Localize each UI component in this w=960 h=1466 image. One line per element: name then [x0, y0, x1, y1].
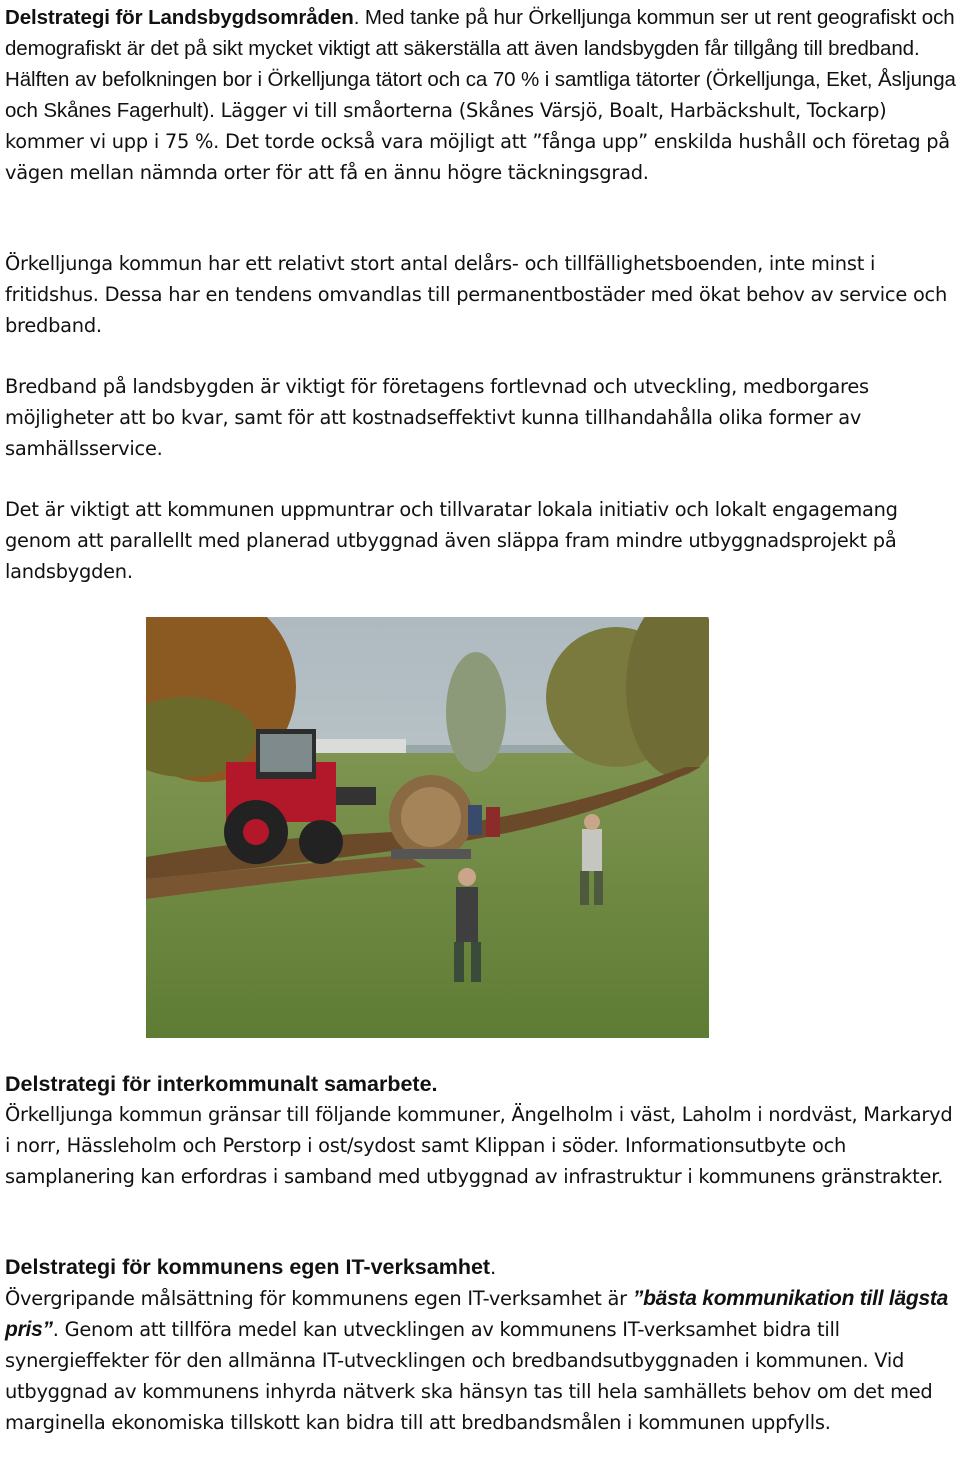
it-verksamhet-body-part1: Övergripande målsättning för kommunens egen IT-verksamhet är	[5, 1287, 633, 1310]
interkommunalt-heading: Delstrategi för interkommunalt samarbete.	[5, 1072, 438, 1096]
lokala-initiativ-paragraph: Det är viktigt att kommunen uppmuntrar och tillvaratar lokala initiativ och lokalt engagemang genom att parallellt med planerad utbyggnad även släppa fram mindre utbyggnadsprojekt på landsbygden.	[5, 498, 898, 583]
it-verksamhet-body-part2: . Genom att tillföra medel kan utvecklingen av kommunens IT-verksamhet bidra till synergieffekter för den allmänna IT-utvecklingen och bredbandsutbyggnaden i kommunen. Vid utbyggnad av kommunens inhyrda nätverk ska hänsyn tas till hela samhällets behov om det med marginella ekonomiska tillskott kan bidra till att bredbandsmålen i kommunen uppfylls.	[5, 1318, 933, 1434]
landsbygd-heading: Delstrategi för Landsbygdsområden	[5, 6, 354, 29]
landsbygd-intro-part1: Med tanke på hur Örkelljunga kommun ser ut rent geografiskt och demografiskt är det på sikt mycket viktigt att säkerställa att även landsbygden får tillgång till bredband. Hälften av befolkningen bor i Örkelljunga tätort och ca 70 % i samtliga tätorter (Örkelljunga, Eket, Åsljunga och Skånes Fagerhult).	[5, 6, 956, 122]
it-verksamhet-heading-line	[5, 1253, 496, 1281]
it-verksamhet-heading-period: .	[490, 1255, 497, 1279]
photo-illustration	[146, 617, 709, 1038]
fritidshus-paragraph: Örkelljunga kommun har ett relativt stort antal delårs- och tillfällighetsboenden, inte minst i fritidshus. Dessa har en tendens omvandlas till permanentbostäder med ökat behov av service och bredband.	[5, 252, 948, 337]
landsbygd-heading-period: .	[353, 6, 360, 29]
bredband-landsbygd-paragraph: Bredband på landsbygden är viktigt för företagens fortlevnad och utveckling, medborgares möjligheter att bo kvar, samt för att kostnadseffektivt kunna tillhandahålla olika former av samhällsservice.	[5, 375, 869, 460]
landsbygd-paragraph	[5, 2, 957, 188]
it-verksamhet-heading: Delstrategi för kommunens egen IT-verksamhet	[5, 1255, 491, 1279]
landsbygd-intro-part2: Lägger vi till småorterna (Skånes Värsjö, Boalt, Harbäckshult, Tockarp) kommer vi upp i 75 %. Det torde också vara möjligt att ”fånga upp” enskilda hushåll och företag på vägen mellan nämnda orter för att få en ännu högre täckningsgrad.	[5, 99, 950, 184]
interkommunalt-paragraph: Örkelljunga kommun gränsar till följande kommuner, Ängelholm i väst, Laholm i nordväst, Markaryd i norr, Hässleholm och Perstorp i ost/sydost samt Klippan i söder. Informationsutbyte och samplanering kan erfordras i samband med utbyggnad av infrastruktur i kommunens gränstrakter.	[5, 1103, 953, 1188]
it-verksamhet-emphasis: ”bästa kommunikation till lägsta pris”	[5, 1287, 949, 1341]
it-verksamhet-paragraph	[5, 1283, 957, 1438]
tractor-cable-laying-photo	[146, 617, 709, 1038]
